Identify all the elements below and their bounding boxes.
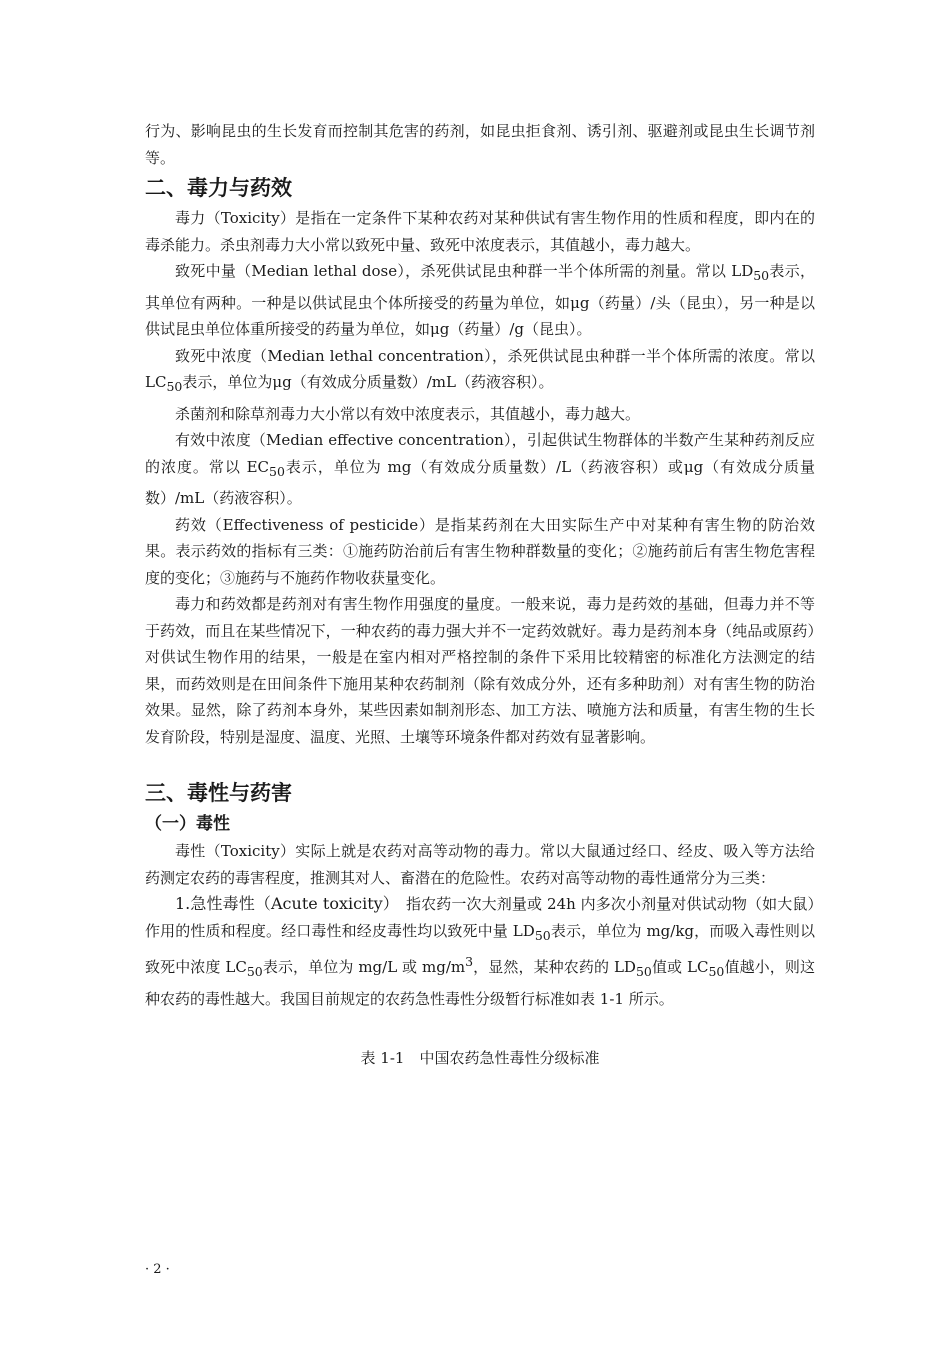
section-heading-toxicity-phytotoxicity: 三、毒性与药害: [145, 780, 292, 805]
text-run: 表示，单位为 mg/L 或 mg/m: [262, 958, 466, 976]
text-run: 表示，单位为μg（有效成分质量数）/mL（药液容积）。: [182, 373, 554, 391]
subscript-50: 50: [246, 964, 263, 979]
paragraph-efficacy: 药效（Effectiveness of pesticide）是指某药剂在大田实际生产中对某种有害生物的防治效果。表示药效的指标有三类：①施药防治前后有害生物种群数量的变化；②施药前后有害生物危害程度的变化；③施药与不施药作物收获量变化。: [145, 515, 815, 587]
table-caption: 表 1-1 中国农药急性毒性分级标准: [360, 1049, 600, 1067]
subscript-50: 50: [635, 964, 652, 979]
paragraph-fungicide: 杀菌剂和除草剂毒力大小常以有效中浓度表示，其值越小，毒力越大。: [175, 404, 641, 423]
page-number: · 2 ·: [145, 1262, 170, 1277]
paragraph-lc50: [145, 343, 815, 401]
text-run: 表示，单位为 mg（有效成分质量数）/L（药液容积）或μg（有效成分质量数）/mL（药液容积）。: [145, 457, 815, 507]
section-heading-toxicity-efficacy: 二、毒力与药效: [145, 175, 292, 200]
subscript-50: 50: [534, 927, 551, 943]
subscript-50: 50: [269, 463, 285, 479]
text-run: 值越小，则这种农药的毒性越大。我国目前规定的农药急性毒性分级暂行标准如表 1-1 所示。: [145, 958, 815, 1008]
subsection-heading-toxicity: （一）毒性: [145, 814, 230, 834]
paragraph-mammal-toxicity: 毒性（Toxicity）实际上就是农药对高等动物的毒力。常以大鼠通过经口、经皮、吸入等方法给药测定农药的毒害程度，推测其对人、畜潜在的危险性。农药对高等动物的毒性通常分为三类：: [145, 842, 815, 887]
text-run: 致死中量（Median lethal dose），杀死供试昆虫种群一半个体所需的剂量。常以 LD: [175, 262, 754, 280]
paragraph-ec50: [145, 427, 815, 512]
text-run: 指农药一次大剂量或 24h 内多次小剂量对供试动物（如大鼠）作用的性质和程度。经口毒性和经皮毒性均以致死中量 LD: [145, 895, 815, 940]
text-run: 致死中浓度（Median lethal concentration），杀死供试昆虫种群一半个体所需的浓度。常以 LC: [145, 346, 815, 391]
caption-spacer: [145, 1012, 815, 1045]
paragraph-ld50: [145, 258, 815, 343]
paragraph-toxicity-vs-efficacy: 毒力和药效都是药剂对有害生物作用强度的量度。一般来说，毒力是药效的基础，但毒力并不等于药效，而且在某些情况下，一种农药的毒力强大并不一定药效就好。毒力是药剂本身（纯品或原药）对供试生物作用的结果，一般是在室内相对严格控制的条件下采用比较精密的标准化方法测定的结果，而药效则是在田间条件下施用某种农药制剂（除有效成分外，还有多种助剂）对有害生物的防治效果。显然，除了药剂本身外，某些因素如制剂形态、加工方法、喷施方法和质量，有害生物的生长发育阶段，特别是湿度、温度、光照、土壤等环境条件都对药效有显著影响。: [145, 595, 815, 746]
text-run: ，显然，某种农药的 LD: [473, 958, 636, 976]
superscript-3: 3: [465, 954, 474, 969]
text-run: 表示，单位为 mg/kg，而吸入毒性则以致死中浓度 LC: [145, 921, 816, 976]
text-run: 有效中浓度（Median effective concentration），引起供试生物群体的半数产生某种药剂反应的浓度。常以 EC: [145, 431, 815, 476]
subscript-50: 50: [166, 379, 183, 394]
text-run: 值或 LC: [651, 958, 709, 976]
paragraph-continuation: 行为、影响昆虫的生长发育而控制其危害的药剂，如昆虫拒食剂、诱引剂、驱避剂或昆虫生长调节剂等。: [145, 122, 815, 167]
acute-toxicity-lead: 1.急性毒性（Acute toxicity）: [175, 894, 391, 913]
subscript-50: 50: [708, 964, 725, 979]
subscript-50: 50: [753, 268, 770, 283]
section-spacer: [145, 750, 815, 776]
paragraph-acute-toxicity: [145, 891, 815, 1012]
page-content: [145, 118, 815, 1071]
paragraph-toxicity-definition: 毒力（Toxicity）是指在一定条件下某种农药对某种供试有害生物作用的性质和程度，即内在的毒杀能力。杀虫剂毒力大小常以致死中量、致死中浓度表示，其值越小，毒力越大。: [145, 209, 815, 254]
text-run: 表示，其单位有两种。一种是以供试昆虫个体所接受的药量为单位，如μg（药量）/头（昆虫），另一种是以供试昆虫单位体重所接受的药量为单位，如μg（药量）/g（昆虫）。: [145, 262, 815, 338]
